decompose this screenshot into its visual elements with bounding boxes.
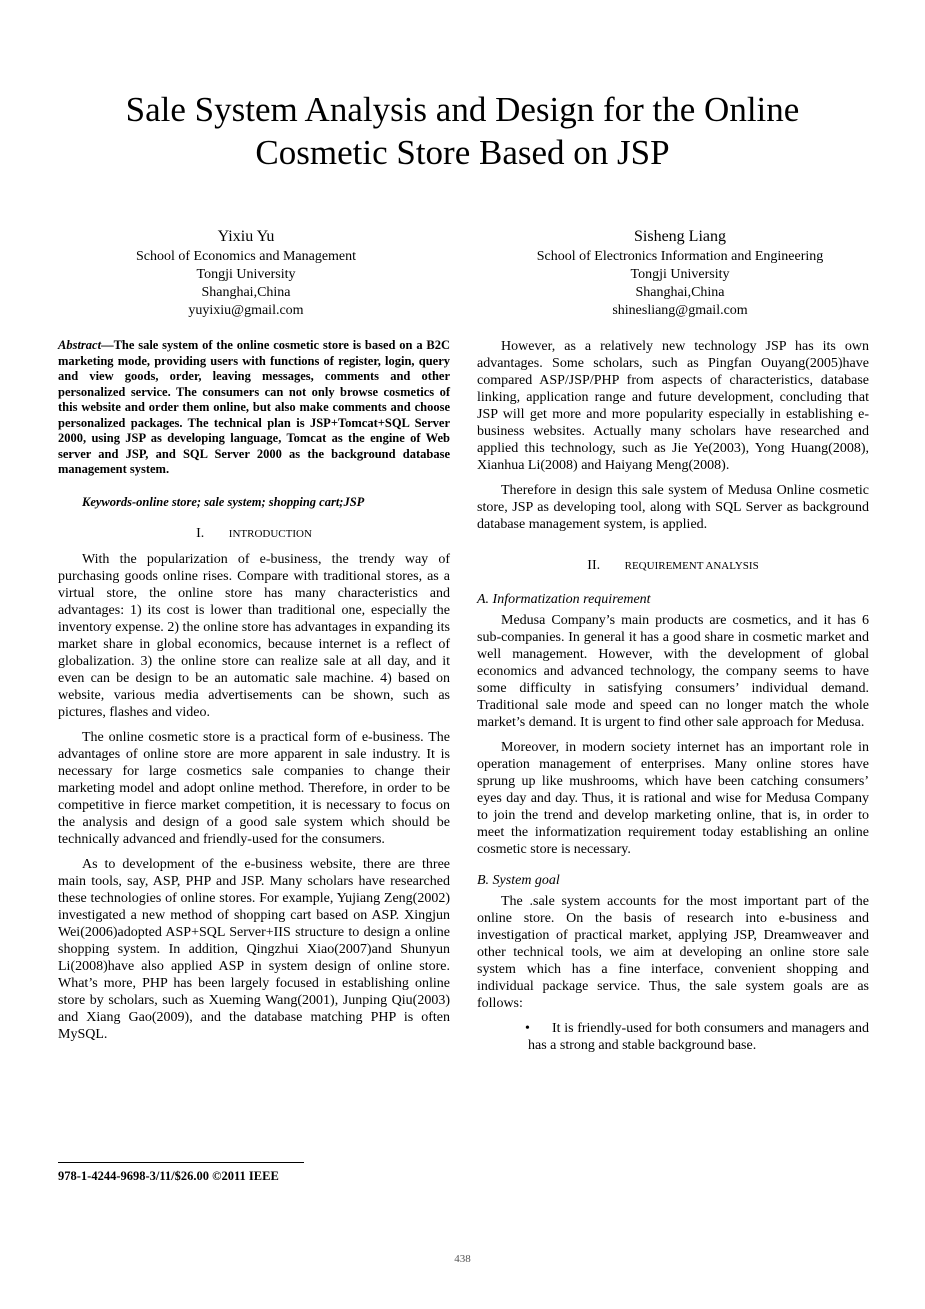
paragraph: Therefore in design this sale system of Medusa Online cosmetic store, JSP as developing tool, along with SQL Server as background database management system, is applied. [477,483,869,532]
author-block-1 [86,226,406,320]
author-department: School of Economics and Management [135,249,357,264]
copyright-footnote: 978-1-4244-9698-3/11/$26.00 ©2011 IEEE [58,1162,304,1184]
abstract-text: —The sale system of the online cosmetic store is based on a B2C marketing mode, providing users with functions of register, login, query and view goods, order, leaving messages, comments and other personalized service. The consumers can not only browse cosmetics of this website and order them online, but also make comments and choose personalized packages. The technical plan is JSP+Tomcat+SQL Server 2000, using JSP as developing language, Tomcat as the engine of Web server and JSP, and SQL Server 2000 as the background database management system. [58,338,450,476]
page-number: 438 [454,1253,471,1265]
paragraph: The online cosmetic store is a practical form of e-business. The advantages of online store are more apparent in sale industry. It is necessary for large cosmetics sale companies to change their marketing model and adopt online method. Therefore, in order to be competitive in fierce market competition, it is necessary to focus on the analysis and design of a good sale system which should be technically advanced and friendly-used for the consumers. [58,729,450,847]
paragraph: Medusa Company’s main products are cosmetics, and it has 6 sub-companies. In general it has a good share in cosmetic market and well management. However, with the development of global economics and advanced technology, the company seems to have some difficulty in satisfying consumers’ individual demand. Traditional sale mode and speed can no longer match the whole market’s demand. It is urgent to find other sale approach for Medusa. [477,613,869,730]
left-column [58,338,450,1051]
section-number: I. [196,525,205,541]
right-column [477,338,869,1062]
author-department: School of Electronics Information and Engineering [536,249,824,264]
author-email: shinesliang@gmail.com [612,303,748,318]
author-name: Yixiu Yu [217,228,275,245]
author-city: Shanghai,China [201,285,291,300]
section-title: INTRODUCTION [228,527,312,540]
author-university: Tongji University [630,267,730,282]
section-heading-requirement-analysis [477,557,869,575]
author-name: Sisheng Liang [634,228,726,245]
author-university: Tongji University [196,267,296,282]
title-line-2: Cosmetic Store Based on JSP [255,133,670,172]
bullet-item [477,1020,869,1054]
section-title: REQUIREMENT ANALYSIS [624,560,759,572]
paragraph: However, as a relatively new technology JSP has its own advantages. Some scholars, such as Pingfan Ouyang(2005)have compared ASP/JSP/PHP from aspects of characteristics, database linking, application range and future development, concluding that JSP will get more and more popularity especially in establishing e-business websites. Actually many scholars have researched and applied this technology, such as Jie Ye(2003), Yong Huang(2008), Xianhua Li(2008) and Haiyang Meng(2008). [477,339,869,473]
subsection-heading-b: B. System goal [477,873,560,888]
abstract-label: Abstract [58,338,102,352]
paragraph: The .sale system accounts for the most important part of the online store. On the basis of research into e-business and investigation of practical market, applying JSP, Dreamweaver and other technical tools, we aim at developing an online store sale system which has a fine interface, convenient shopping and individual package service. Thus, the sale system goals are as follows: [477,894,869,1011]
subsection-heading-a: A. Informatization requirement [477,592,651,607]
bullet-text: It is friendly-used for both consumers and managers and has a strong and stable background base. [528,1021,869,1053]
bullet-icon: • [525,1021,530,1036]
keywords: Keywords-online store; sale system; shopping cart;JSP [82,494,365,509]
section-heading-introduction [58,525,450,543]
author-city: Shanghai,China [635,285,725,300]
title-line-1: Sale System Analysis and Design for the Online [125,90,800,129]
paragraph: As to development of the e-business website, there are three main tools, say, ASP, PHP and JSP. Many scholars have researched these technologies of online stores. For example, Yujiang Zeng(2002) investigated a new method of shopping cart based on ASP. Xingjun Wei(2006)adopted ASP+SQL Server+IIS structure to design a online shopping system. In addition, Qingzhui Xiao(2007)and Shunyun Li(2008)have also applied ASP in system design of online store. What’s more, PHP has been largely focused in establishing online store by scholars, such as Xueming Wang(2001), Junping Qiu(2003) and Xiang Gao(2009), and the database matching PHP is often MySQL. [58,856,450,1042]
section-number: II. [587,558,601,573]
paper-title [40,88,885,174]
paragraph: With the popularization of e-business, the trendy way of purchasing goods online rises. Compare with traditional stores, as a virtual store, the online store has many characteristics and advantages: 1) its cost is lower than traditional one, especially the inventory expense. 2) the online store has advantages in expanding its market share in global economics, because internet is a reflect of globalization. 3) the online store can realize sale at all day, and it even can be design to be an automatic sale machine. 4) based on website, various media advertisements can be shown, such as pictures, flashes and video. [58,551,450,720]
author-email: yuyixiu@gmail.com [188,303,304,318]
author-block-2 [480,226,880,320]
paragraph: Moreover, in modern society internet has an important role in operation management of enterprises. Many online stores have sprung up like mushrooms, which have been catching consumers’ eyes day and day. Thus, it is rational and wise for Medusa Company to join the trend and develop marketing online, that is, in order to meet the informatization requirement today establishing an online cosmetic store is necessary. [477,740,869,857]
abstract [58,338,450,478]
